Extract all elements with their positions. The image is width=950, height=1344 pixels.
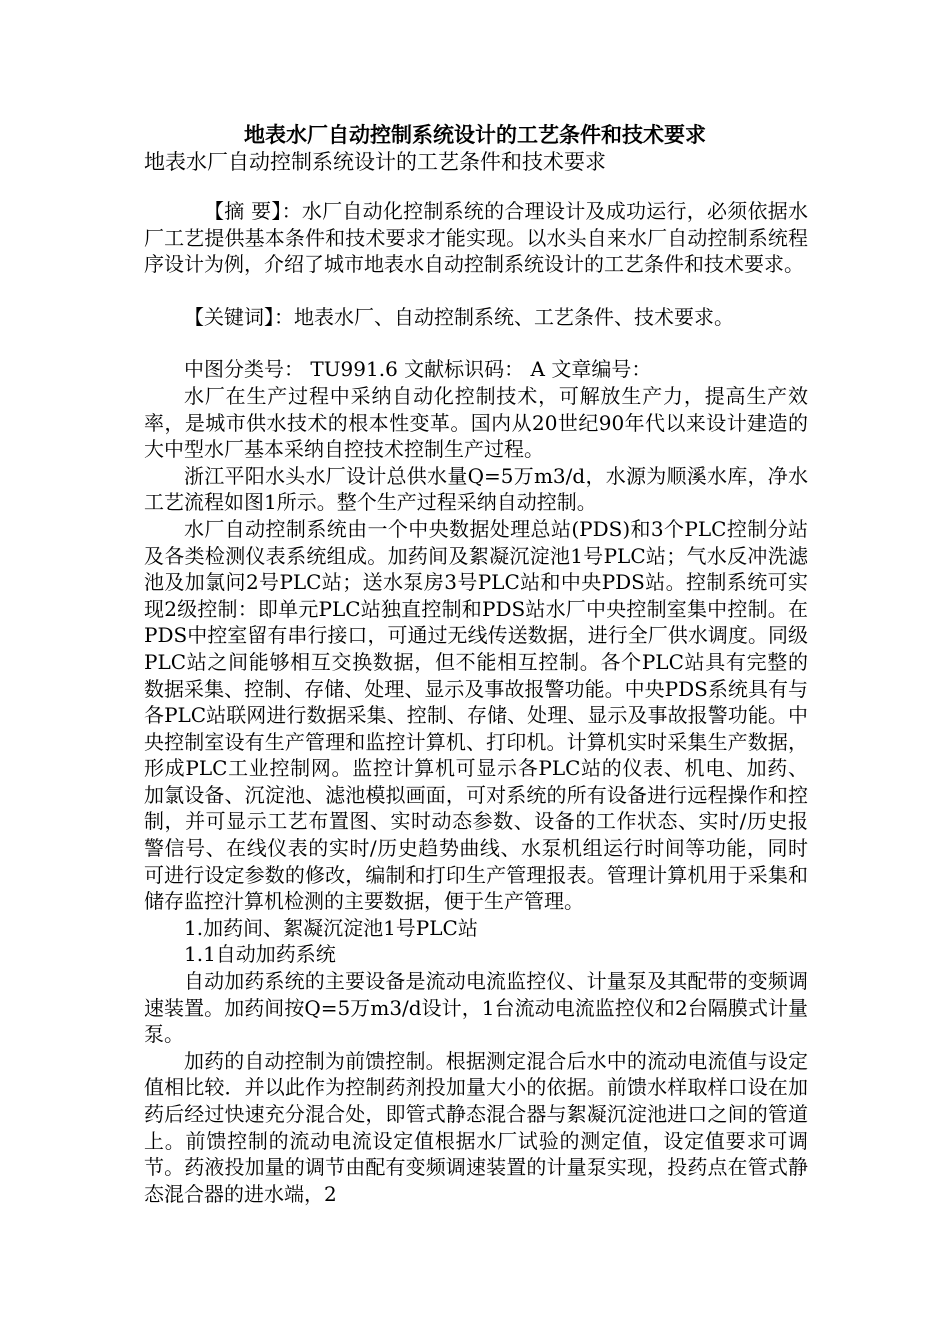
document-body: [144, 198, 808, 1207]
section-heading: 1.加药间、絮凝沉淀池1号PLC站: [184, 915, 478, 940]
body-paragraph: 自动加药系统的主要设备是流动电流监控仪、计量泵及其配带的变频调速装置。加药间按Q=5万m3/d设计，1台流动电流监控仪和2台隔膜式计量泵。: [144, 969, 808, 1047]
document-subtitle: 地表水厂自动控制系统设计的工艺条件和技术要求: [144, 150, 606, 174]
body-paragraph: 水厂在生产过程中采纳自动化控制技术，可解放生产力，提高生产效率，是城市供水技术的根本性变革。国内从20世纪90年代以来设计建造的大中型水厂基本采纳自控技术控制生产过程。: [144, 383, 808, 462]
classification-line: 中图分类号： TU991.6 文献标识码： A 文章编号：: [184, 357, 652, 382]
body-paragraph: 水厂自动控制系统由一个中央数据处理总站(PDS)和3个PLC控制分站及各类检测仪表系统组成。加药间及絮凝沉淀池1号PLC站；气水反冲洗滤池及加氯问2号PLC站；送水泵房3号PLC站和中央PDS站。控制系统可实现2级控制：即单元PLC站独直控制和PDS站水厂中央控制室集中控制。在PDS中控室留有串行接口，可通过无线传送数据，进行全厂供水调度。同级PLC站之间能够相互交换数据，但不能相互控制。各个PLC站具有完整的数据采集、控制、存储、处理、显示及事故报警功能。中央PDS系统具有与各PLC站联网进行数据采集、控制、存储、处理、显示及事故报警功能。中央控制室设有生产管理和监控计算机、打印机。计算机实时采集生产数据，形成PLC工业控制网。监控计算机可显示各PLC站的仪表、机电、加药、加氯设备、沉淀池、滤池模拟画面，可对系统的所有设备进行远程操作和控制，并可显示工艺布置图、实时动态参数、设备的工作状态、实时/历史报警信号、在线仪表的实时/历史趋势曲线、水泵机组运行时间等功能，同时可进行设定参数的修改，编制和打印生产管理报表。管理计算机用于采集和储存监控汁算机检测的主要数据，便于生产管理。: [144, 516, 808, 914]
document-title: 地表水厂自动控制系统设计的工艺条件和技术要求: [244, 122, 706, 147]
abstract-paragraph: 【摘 要】：水厂自动化控制系统的合理设计及成功运行，必须依据水厂工艺提供基本条件和技术要求才能实现。以水头自来水厂自动控制系统程序设计为例，介绍了城市地表水自动控制系统设计的工艺条件和技术要求。: [144, 199, 808, 277]
body-paragraph: 浙江平阳水头水厂设计总供水量Q=5万m3/d，水源为顺溪水库，净水工艺流程如图1所示。整个生产过程采纳自动控制。: [144, 463, 808, 515]
body-paragraph: 加药的自动控制为前馈控制。根据测定混合后水中的流动电流值与设定值相比较．并以此作为控制药剂投加量大小的依据。前馈水样取样口设在加药后经过快速充分混合处，即管式静态混合器与絮凝沉淀池进口之间的管道上。前馈控制的流动电流设定值根据水厂试验的测定值，设定值要求可调节。药液投加量的调节由配有变频调速装置的计量泵实现，投药点在管式静态混合器的进水端，2: [144, 1048, 808, 1206]
keywords-paragraph: 【关键词】：地表水厂、自动控制系统、工艺条件、技术要求。: [184, 304, 734, 329]
subsection-heading: 1.1自动加药系统: [184, 942, 336, 967]
